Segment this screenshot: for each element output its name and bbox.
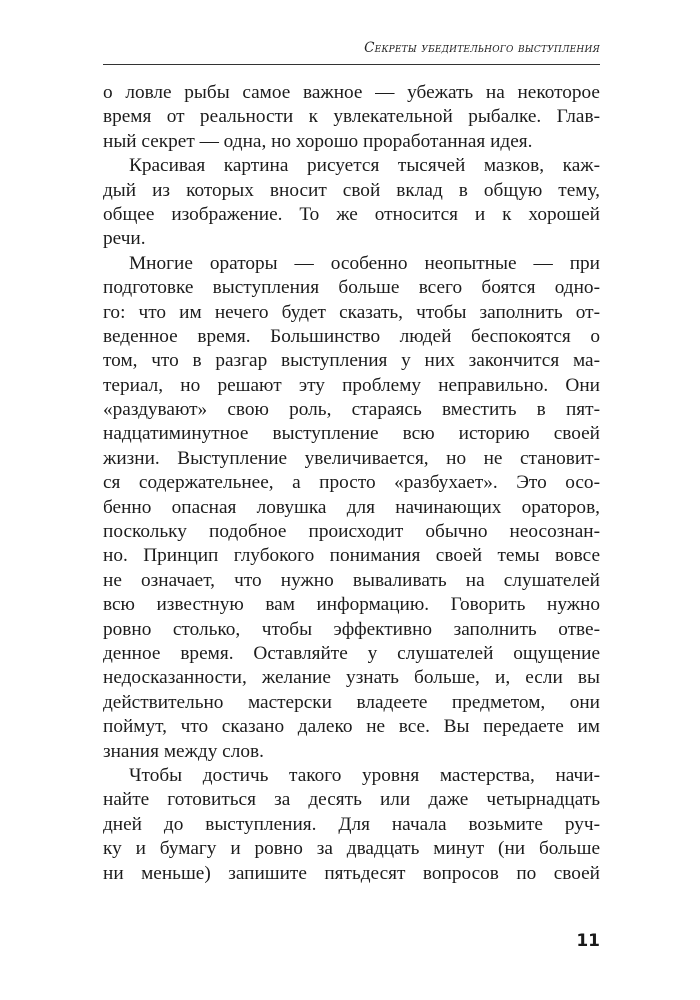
text-line: найте готовиться за десять или даже четырнадцать	[103, 789, 600, 811]
text-line: ровно столько, чтобы эффективно заполнить отве-	[103, 618, 600, 640]
body-text	[103, 81, 600, 886]
text-line: ный секрет — одна, но хорошо проработанная идея.	[103, 130, 533, 152]
text-line: подготовке выступления больше всего боятся одно-	[103, 277, 600, 299]
paragraph-2	[103, 154, 600, 252]
text-line: ку и бумагу и ровно за двадцать минут (ни больше	[103, 838, 600, 860]
text-line: дый из которых вносит свой вклад в общую тему,	[103, 179, 600, 201]
paragraph-1	[103, 81, 600, 154]
text-line: всю известную вам информацию. Говорить нужно	[103, 594, 600, 616]
page-number: 11	[576, 931, 600, 951]
text-line: териал, но решают эту проблему неправильно. Они	[103, 374, 600, 396]
paragraph-3	[103, 252, 600, 764]
text-line: действительно мастерски владеете предметом, они	[103, 691, 600, 713]
text-line: веденное время. Большинство людей беспокоятся о	[103, 325, 600, 347]
text-line: не означает, что нужно вываливать на слушателей	[103, 569, 600, 591]
text-line: Красивая картина рисуется тысячей мазков, каж-	[129, 155, 600, 177]
running-head-title: Секреты убедительного выступления	[364, 40, 600, 56]
text-line: бенно опасная ловушка для начинающих ораторов,	[103, 496, 600, 518]
text-line: Многие ораторы — особенно неопытные — при	[129, 252, 600, 274]
text-line: жизни. Выступление увеличивается, но не становит-	[103, 447, 600, 469]
text-line: Чтобы достичь такого уровня мастерства, начи-	[129, 764, 600, 786]
text-line: надцатиминутное выступление всю историю своей	[103, 423, 600, 445]
text-line: го: что им нечего будет сказать, чтобы заполнить от-	[103, 301, 600, 323]
text-line: о ловле рыбы самое важное — убежать на некоторое	[103, 82, 600, 103]
text-line: но. Принцип глубокого понимания своей темы вовсе	[103, 545, 600, 567]
text-line: дней до выступления. Для начала возьмите руч-	[103, 813, 600, 835]
text-line: недосказанности, желание узнать больше, и, если вы	[103, 667, 600, 689]
text-line: ся содержательнее, а просто «разбухает». Это осо-	[103, 472, 600, 494]
text-line: денное время. Оставляйте у слушателей ощущение	[103, 642, 600, 664]
header-rule	[103, 64, 600, 65]
text-line: общее изображение. То же относится и к хорошей	[103, 203, 600, 225]
text-line: том, что в разгар выступления у них закончится ма-	[103, 350, 600, 372]
paragraph-4	[103, 764, 600, 886]
text-line: речи.	[103, 228, 146, 250]
text-line: время от реальности к увлекательной рыбалке. Глав-	[103, 106, 600, 128]
text-line: «раздувают» свою роль, стараясь вместить в пят-	[103, 399, 600, 421]
text-line: поймут, что сказано далеко не все. Вы передаете им	[103, 716, 600, 738]
text-line: знания между слов.	[103, 740, 264, 762]
text-line: ни меньше) запишите пятьдесят вопросов по своей	[103, 862, 600, 884]
text-line: поскольку подобное происходит обычно неосознан-	[103, 521, 600, 543]
